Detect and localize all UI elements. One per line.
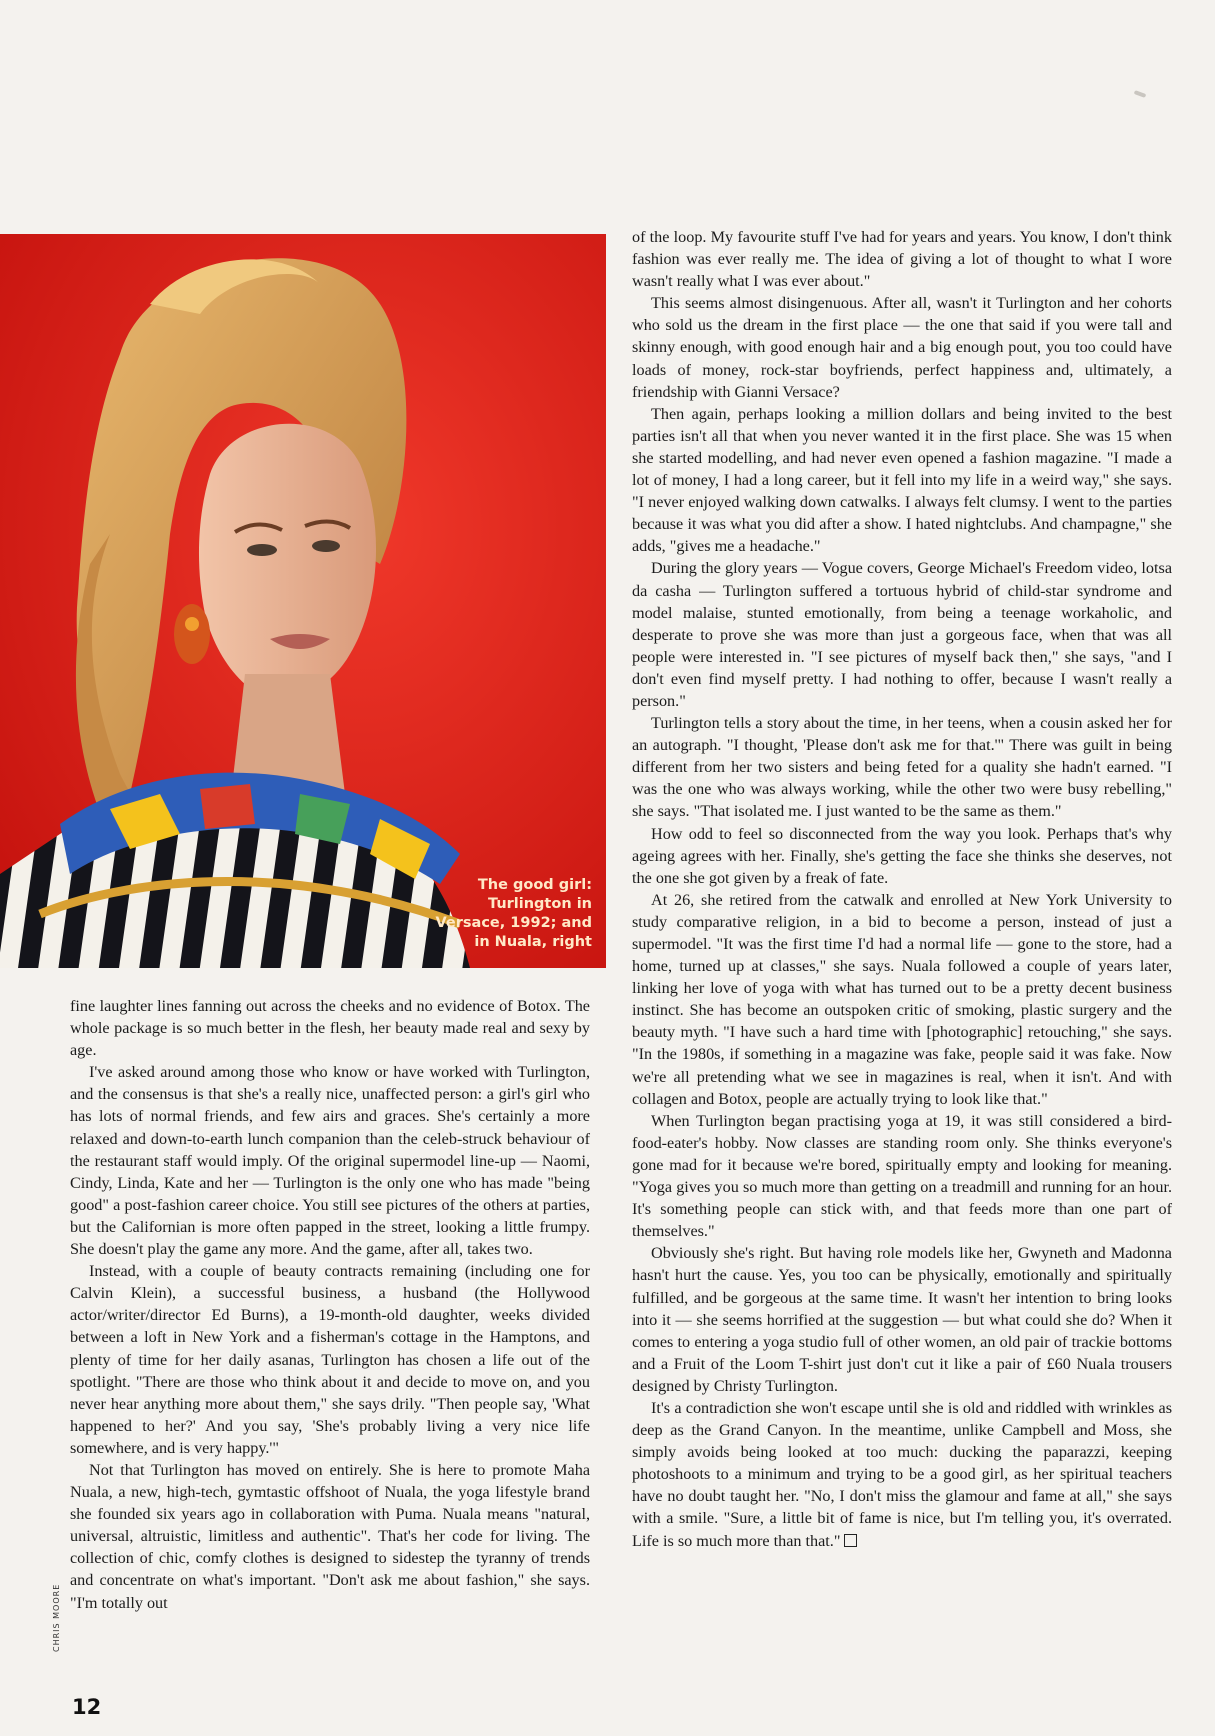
hero-photo xyxy=(0,234,606,968)
left-column xyxy=(70,995,590,1614)
model-illustration xyxy=(0,234,606,968)
paragraph: Not that Turlington has moved on entirely. She is here to promote Maha Nuala, a new, high-tech, gymtastic offshoot of Nuala, the yoga lifestyle brand she founded six years ago in collaboration with Puma. Nuala means "natural, universal, altruistic, limitless and authentic". That's her code for living. The collection of chic, comfy clothes is designed to sidestep the tyranny of trends and concentrate on what's important. "Don't ask me about fashion," she says. "I'm totally out xyxy=(70,1460,590,1612)
paragraph: I've asked around among those who know or have worked with Turlington, and the consensus is that she's a really nice, unaffected person: a girl's girl who has lots of normal friends, and few airs and graces. She's certainly a more relaxed and down-to-earth lunch companion than the celeb-struck behaviour of the restaurant staff would imply. Of the original supermodel line-up — Naomi, Cindy, Linda, Kate and her — Turlington is the only one who has made "being good" a post-fashion career choice. You still see pictures of the others at parties, but the Californian is more often papped in the street, looking a little frumpy. She doesn't play the game any more. And the game, after all, takes two. xyxy=(70,1063,590,1259)
paragraph: Turlington tells a story about the time, in her teens, when a cousin asked her for an autograph. "I thought, 'Please don't ask me for that.'" There was guilt in being different from her two sisters and being feted for a quality she hadn't earned. "I was the one who was always working, while the other two were busy rebelling," she says. "That isolated me. I just wanted to be the same as them." xyxy=(632,714,1172,821)
paragraph: This seems almost disingenuous. After all, wasn't it Turlington and her cohorts who sold us the dream in the first place — the one that said if you were tall and skinny enough, with good enough hair and a big enough pout, you too could have loads of money, rock-star boyfriends, perfect happiness and, ultimately, a friendship with Gianni Versace? xyxy=(632,294,1172,401)
paragraph: Then again, perhaps looking a million dollars and being invited to the best parties isn't all that when you never wanted it in the first place. She was 15 when she started modelling, and had never even opened a fashion magazine. "I made a lot of money, I had a long career, but it fell into my life in a weird way," she says. "I never enjoyed walking down catwalks. I always felt clumsy. I went to the parties because it was what you did after a show. I hated nightclubs. And champagne," she adds, "gives me a headache." xyxy=(632,404,1172,556)
paragraph: How odd to feel so disconnected from the way you look. Perhaps that's why ageing agrees with her. Finally, she's getting the face she thinks she deserves, not the one she got given by a freak of fate. xyxy=(632,824,1172,887)
paragraph: At 26, she retired from the catwalk and enrolled at New York University to study comparative religion, in a bid to become a person, instead of just a supermodel. "It was the first time I'd had a normal life — gone to the store, had a home, turned up at classes," she says. Nuala followed a couple of years later, linking her love of yoga with what has turned out to be a pretty decent business instinct. She has become an outspoken critic of smoking, plastic surgery and the beauty myth. "I have such a hard time with [photographic] retouching," she says. "In the 1980s, if something in a magazine was fake, people said it was fake. Now we're all pretending what we see in magazines is real, when it isn't. And with collagen and Botox, people are actually trying to look like that." xyxy=(632,890,1172,1108)
paragraph: fine laughter lines fanning out across the cheeks and no evidence of Botox. The whole package is so much better in the flesh, her beauty made real and sexy by age. xyxy=(70,997,590,1060)
paragraph: of the loop. My favourite stuff I've had for years and years. You know, I don't think fashion was ever really me. The idea of giving a lot of thought to what I wore wasn't really what I was ever about." xyxy=(632,228,1172,291)
photo-credit: CHRIS MOORE xyxy=(52,1583,61,1652)
end-mark-icon xyxy=(844,1534,857,1547)
right-column xyxy=(632,226,1172,1552)
paragraph: When Turlington began practising yoga at 19, it was still considered a bird-food-eater's hobby. Now classes are standing room only. She thinks everyone's gone mad for it because we're bored, spiritually empty and looking for meaning. "Yoga gives you so much more than getting on a treadmill and running for an hour. It's something people can stick with, and that feeds more than one part of themselves." xyxy=(632,1111,1172,1241)
page-number: 12 xyxy=(72,1695,102,1719)
speck xyxy=(1134,90,1147,98)
paragraph: During the glory years — Vogue covers, George Michael's Freedom video, lotsa da casha — Turlington suffered a tortuous hybrid of child-star syndrome and model malaise, stunted emotionally, from being a teenage workaholic, and desperate to prove she was more than just a gorgeous face, when that was all people were interested in. "I see pictures of myself back then," she says, "and I don't even find myself pretty. I had nothing to offer, because I wasn't really a person." xyxy=(632,559,1172,710)
paragraph: It's a contradiction she won't escape until she is old and riddled with wrinkles as deep as the Grand Canyon. In the meantime, unlike Campbell and Moss, she simply avoids being looked at too much: ducking the paparazzi, keeping photoshoots to a minimum and trying to be a good girl, as her spiritual teachers have no doubt taught her. "No, I don't miss the glamour and fame at all," she says with a smile. "Sure, a little bit of fame is nice, but I'm telling you, it's overrated. Life is so much more than that." xyxy=(632,1398,1172,1550)
photo-caption: The good girl: Turlington in Versace, 1992; and in Nuala, right xyxy=(435,877,592,950)
paragraph: Obviously she's right. But having role models like her, Gwyneth and Madonna hasn't hurt the cause. Yes, you too can be physically, emotionally and spiritually fulfilled, and be gorgeous at the same time. It wasn't her intention to bring looks into it — she seems horrified at the suggestion — but what could she do? When it comes to entering a yoga studio full of other women, an old pair of trackie bottoms and a Fruit of the Loom T-shirt just don't cut it like a pair of £60 Nuala trousers designed by Christy Turlington. xyxy=(632,1244,1172,1395)
paragraph: Instead, with a couple of beauty contracts remaining (including one for Calvin Klein), a successful business, a husband (the Hollywood actor/writer/director Ed Burns), a 19-month-old daughter, weeks divided between a loft in New York and a fisherman's cottage in the Hamptons, and plenty of time for her daily asanas, Turlington has chosen a life out of the spotlight. "There are those who think about it and decide to move on, and you never hear anything more about them," she says drily. "Then people say, 'What happened to her?' And you say, 'She's probably living a very nice life somewhere, and is very happy.'" xyxy=(70,1262,590,1457)
